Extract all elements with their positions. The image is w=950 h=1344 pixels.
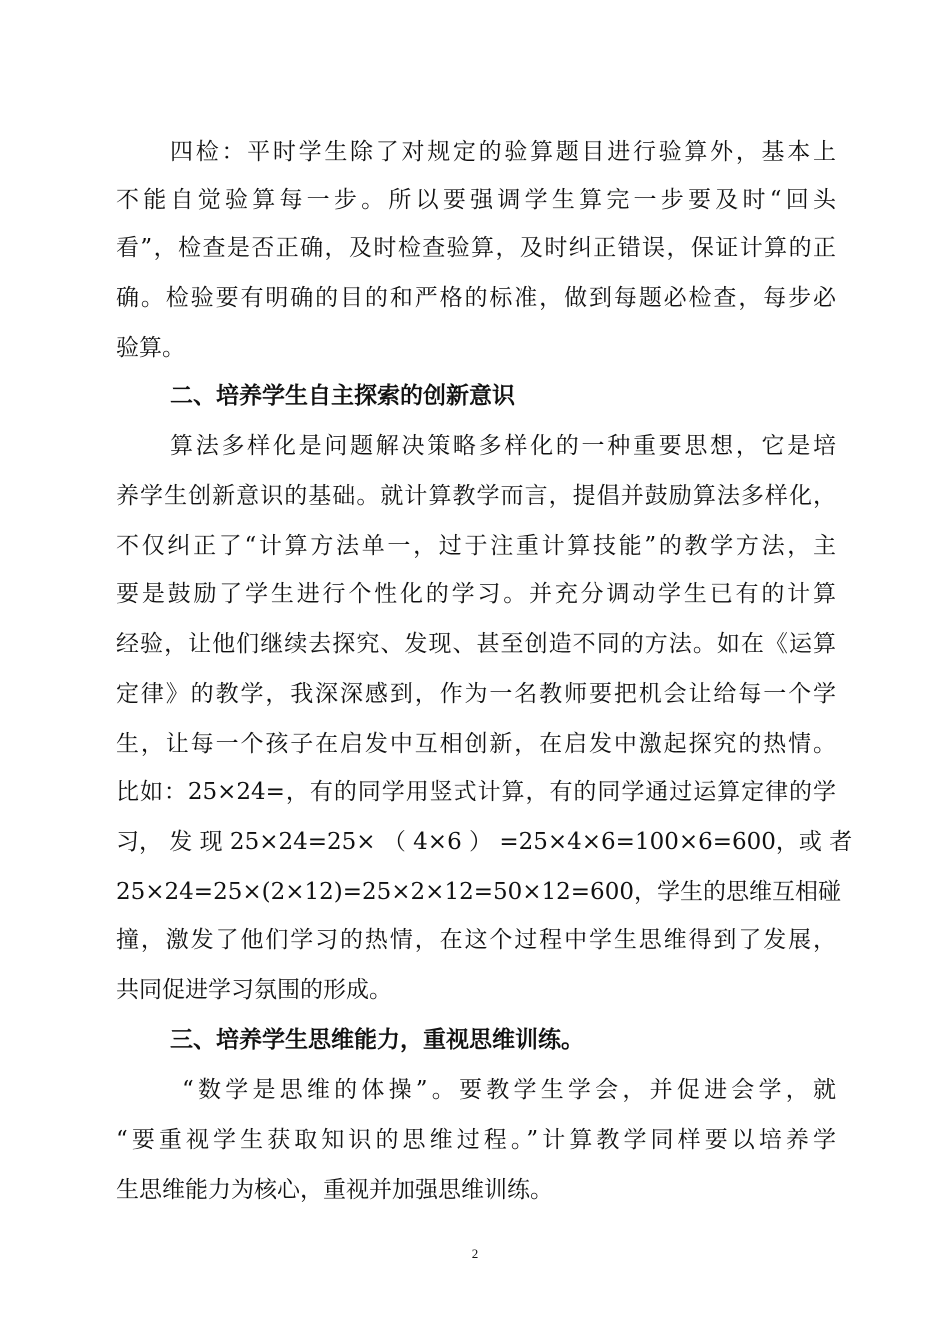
page-number: 2 xyxy=(471,1246,479,1261)
paragraph-line: 生思维能力为核心，重视并加强思维训练。 xyxy=(116,1177,553,1203)
paragraph-line: 养学生创新意识的基础。就计算教学而言，提倡并鼓励算法多样化， xyxy=(116,483,836,509)
paragraph-line: 要是鼓励了学生进行个性化的学习。并充分调动学生已有的计算 xyxy=(116,581,836,607)
paragraph-line: 定律》的教学，我深深感到，作为一名教师要把机会让给每一个学 xyxy=(116,681,836,707)
section-heading-two: 二、培养学生自主探索的创新意识 xyxy=(170,383,515,409)
paragraph-line: 不仅纠正了“计算方法单一，过于注重计算技能”的教学方法，主 xyxy=(116,533,836,559)
paragraph-line: “要重视学生获取知识的思维过程。”计算教学同样要以培养学 xyxy=(116,1127,836,1153)
paragraph-line: 撞，激发了他们学习的热情，在这个过程中学生思维得到了发展， xyxy=(116,927,836,953)
section-heading-three: 三、培养学生思维能力，重视思维训练。 xyxy=(170,1027,584,1053)
paragraph-line: “数学是思维的体操”。要教学生学会，并促进会学，就 xyxy=(182,1077,836,1103)
paragraph-line: 共同促进学习氛围的形成。 xyxy=(116,977,392,1003)
paragraph-line: 四检：平时学生除了对规定的验算题目进行验算外，基本上 xyxy=(170,139,836,165)
paragraph-line: 看”，检查是否正确，及时检查验算，及时纠正错误，保证计算的正 xyxy=(116,235,836,261)
paragraph-line: 比如：25×24=，有的同学用竖式计算，有的同学通过运算定律的学 xyxy=(116,779,836,805)
paragraph-line: 生，让每一个孩子在启发中互相创新，在启发中激起探究的热情。 xyxy=(116,731,836,757)
paragraph-line: 经验，让他们继续去探究、发现、甚至创造不同的方法。如在《运算 xyxy=(116,631,836,657)
paragraph-line: 习， 发 现 25×24=25× （ 4×6 ） =25×4×6=100×6=600，或 者 xyxy=(116,829,853,855)
paragraph-line: 验算。 xyxy=(116,335,185,361)
paragraph-line: 算法多样化是问题解决策略多样化的一种重要思想，它是培 xyxy=(170,433,836,459)
paragraph-line: 确。检验要有明确的目的和严格的标准，做到每题必检查，每步必 xyxy=(116,285,836,311)
paragraph-line: 不能自觉验算每一步。所以要强调学生算完一步要及时“回头 xyxy=(116,187,836,213)
paragraph-line: 25×24=25×(2×12)=25×2×12=50×12=600，学生的思维互相碰 xyxy=(116,879,841,905)
